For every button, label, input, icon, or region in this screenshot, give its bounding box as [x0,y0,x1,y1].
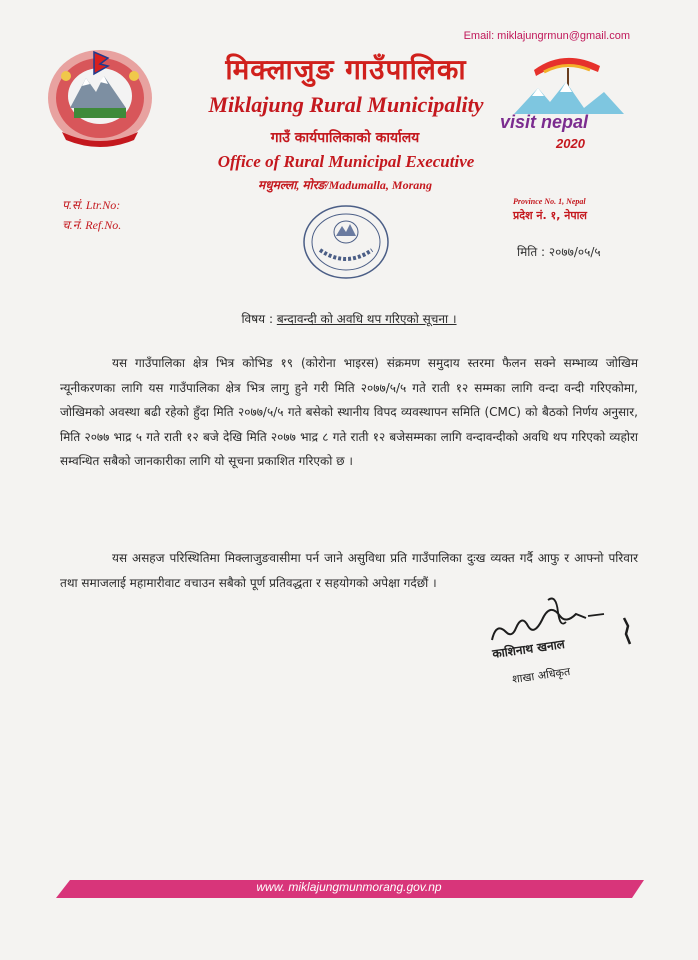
office-name-nepali: गाउँ कार्यपालिकाको कार्यालय [270,130,420,146]
reference-number-label: च.नं. Ref.No. [62,218,122,232]
subject-prefix: विषय : [241,312,277,326]
website-url: www. miklajungmunmorang.gov.np [256,880,442,894]
municipality-name-nepali: मिक्लाजुङ गाउँपालिका [225,53,467,86]
subject-line [0,310,698,327]
signatory-name: काशिनाथ खनाल [491,636,566,662]
government-emblem [44,46,156,148]
email-address: Email: miklajungrmun@gmail.com [463,30,630,42]
subject-text: बन्दावन्दी को अवधि थप गरिएको सूचना । [276,312,457,326]
body-paragraph-2: यस असहज परिस्थितिमा मिक्लाजुङवासीमा पर्न जाने असुविधा प्रति गाउँपालिका दुःख व्यक्त गर्दै आफु र आफ्नो परिवार तथा समाजलाई महामारीवाट वचाउन सबैको पूर्ण प्रतिवद्धता र सहयोगको अपेक्षा गर्दछौं । [60,551,638,590]
letter-number-label: प.सं. Ltr.No: [62,198,121,212]
ink-mark [618,614,638,650]
province-nepali: प्रदेश नं. १, नेपाल [513,209,587,222]
visit-nepal-logo-graphic [514,52,624,118]
municipality-name-english: Miklajung Rural Municipality [208,92,484,117]
visit-nepal-logo-text: visit nepal [500,112,589,132]
letter-date: मिति : २०७७/०५/५ [517,245,601,259]
signatory-designation: शाखा अधिकृत [511,664,572,687]
office-address: मधुमल्ला, मोरङ/Madumalla, Morang [258,178,432,192]
office-name-english: Office of Rural Municipal Executive [217,152,475,171]
official-stamp [300,202,392,282]
visit-nepal-logo-year: 2020 [556,136,585,151]
body-paragraph-1: यस गाउँपालिका क्षेत्र भित्र कोभिड १९ (कोरोना भाइरस) संक्रमण समुदाय स्तरमा फैलन सक्ने सम्भाव्य जोखिम न्यूनीकरणका लागि यस गाउँपालिका क्षेत्र भित्र लागु हुने गरी मिति २०७७/५/५ गते राती १२ सम्मका लागि वन्दा वन्दी गरिएकोमा, जोखिमको अवस्था बढी रहेको हुँदा मिति २०७७/५/५ गते बसेको स्थानीय विपद व्यवस्थापन समिति (CMC) को बैठको निर्णय अनुसार, मिति २०७७ भाद्र ५ गते राती १२ बजे देखि मिति २०७७ भाद्र ८ गते राती १२ बजेसम्मका लागि वन्दावन्दीको अवधि थप गरिएको व्यहोरा सम्वन्धित सबैको जानकारीका लागि यो सूचना प्रकाशित गरिएको छ । [60,356,638,468]
province-english: Province No. 1, Nepal [513,197,586,206]
